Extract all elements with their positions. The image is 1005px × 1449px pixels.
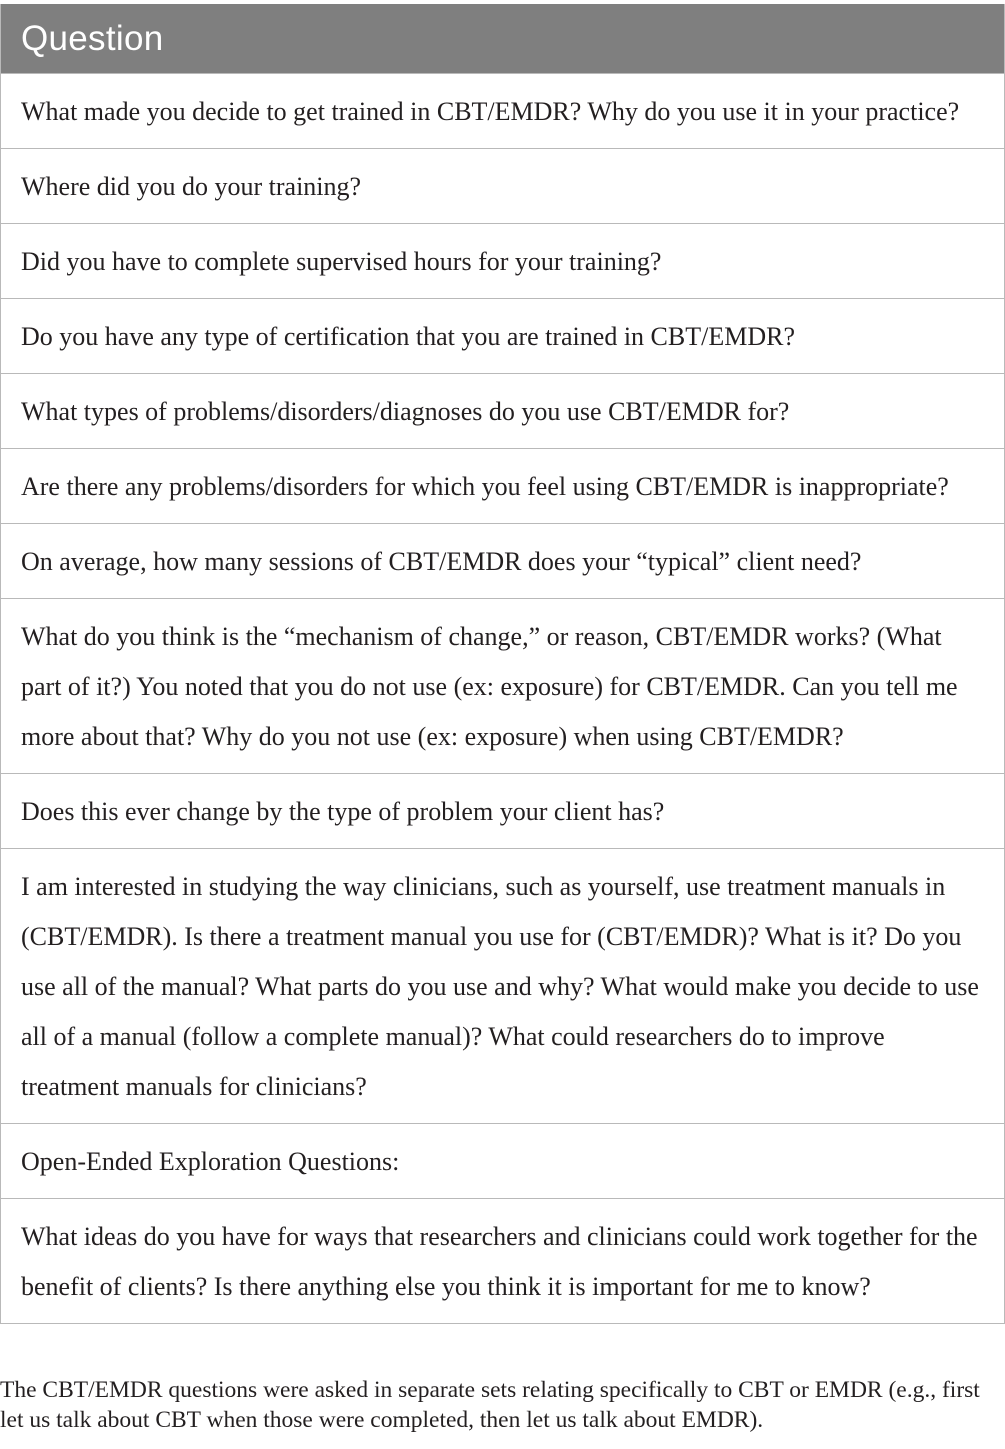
table-row: Did you have to complete supervised hours for your training?: [1, 223, 1004, 298]
table-row: Do you have any type of certification that you are trained in CBT/EMDR?: [1, 298, 1004, 373]
table-row: What ideas do you have for ways that researchers and clinicians could work together for the benefit of clients? Is there anything else you think it is important for me to know?: [1, 1198, 1004, 1323]
table-row: Open-Ended Exploration Questions:: [1, 1123, 1004, 1198]
table-row: What do you think is the “mechanism of change,” or reason, CBT/EMDR works? (What part of it?) You noted that you do not use (ex: exposure) for CBT/EMDR. Can you tell me more about that? Why do you not use (ex: exposure) when using CBT/EMDR?: [1, 598, 1004, 773]
table-row: Does this ever change by the type of problem your client has?: [1, 773, 1004, 848]
table-row: On average, how many sessions of CBT/EMDR does your “typical” client need?: [1, 523, 1004, 598]
questions-table: [0, 4, 1005, 1324]
table-row: What types of problems/disorders/diagnoses do you use CBT/EMDR for?: [1, 373, 1004, 448]
table-row: Are there any problems/disorders for which you feel using CBT/EMDR is inappropriate?: [1, 448, 1004, 523]
table-row: What made you decide to get trained in CBT/EMDR? Why do you use it in your practice?: [1, 73, 1004, 148]
table-footnote: The CBT/EMDR questions were asked in separate sets relating specifically to CBT or EMDR (e.g., first let us talk about CBT when those were completed, then let us talk about EMDR).: [0, 1377, 980, 1433]
table-row: I am interested in studying the way clinicians, such as yourself, use treatment manuals in (CBT/EMDR). Is there a treatment manual you use for (CBT/EMDR)? What is it? Do you use all of the manual? What parts do you use and why? What would make you decide to use all of a manual (follow a complete manual)? What could researchers do to improve treatment manuals for clinicians?: [1, 848, 1004, 1123]
table-header-question: Question: [1, 4, 1004, 73]
table-row: Where did you do your training?: [1, 148, 1004, 223]
